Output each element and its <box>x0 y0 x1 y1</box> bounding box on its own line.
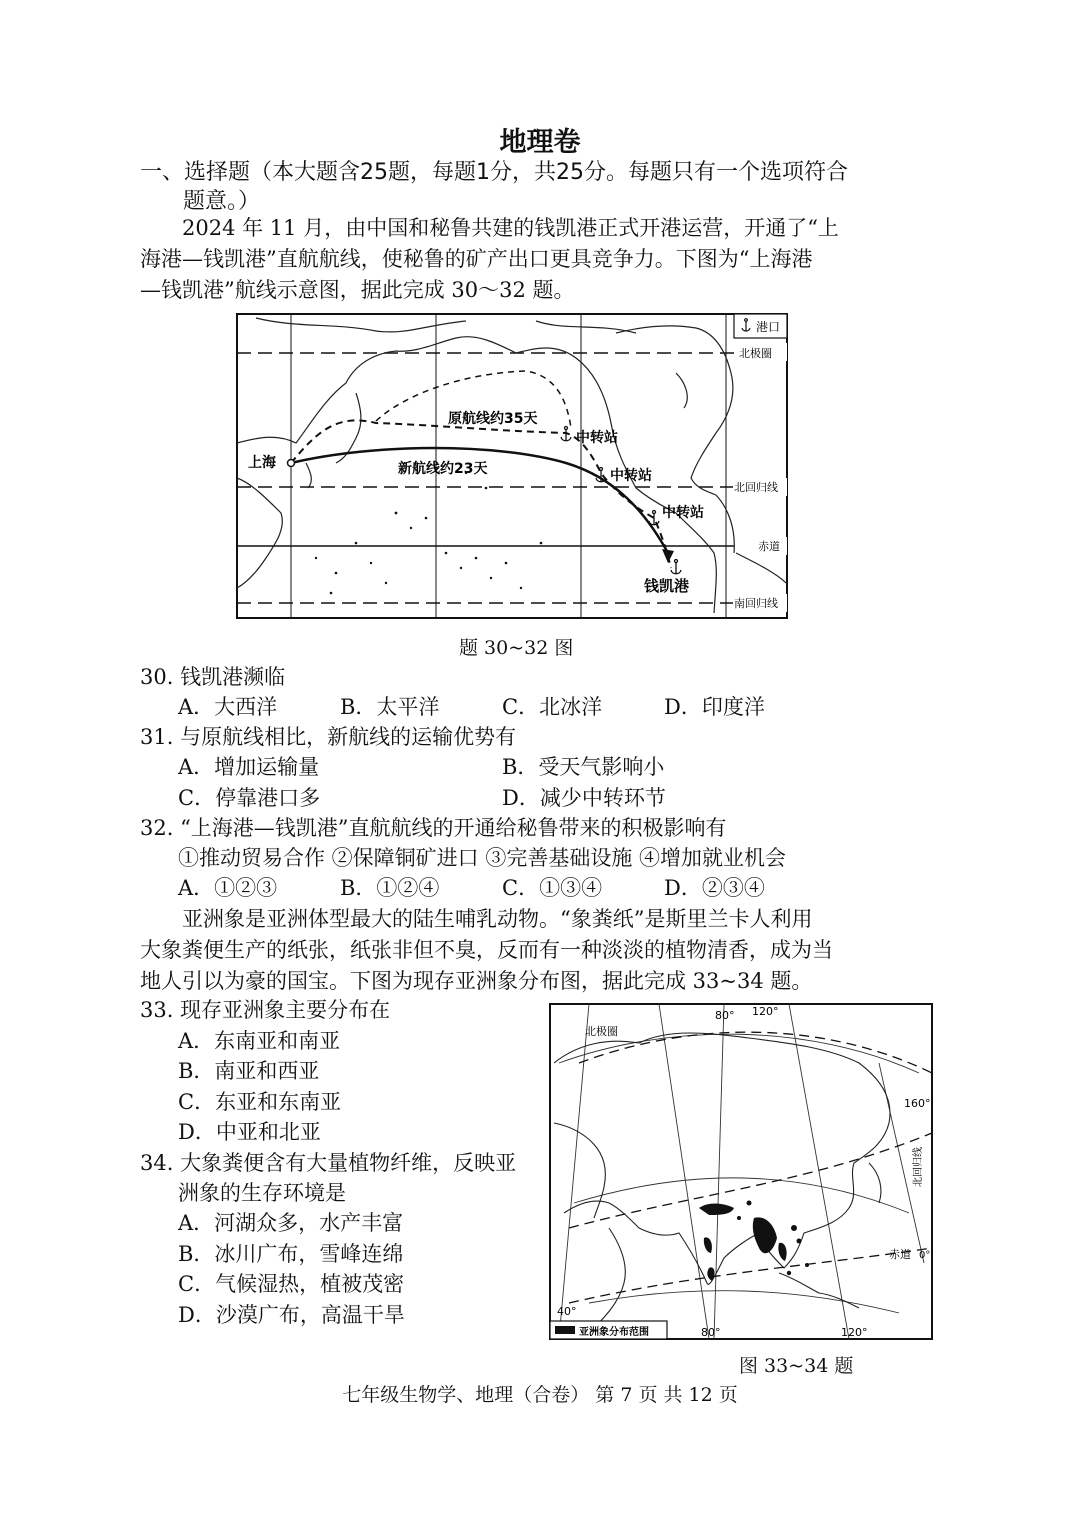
q34-stem-line1: 34. 大象粪便含有大量植物纤维，反映亚 <box>140 1151 517 1175</box>
transfer-station-2-label: 中转站 <box>610 468 652 484</box>
map1-caption: 题 30~32 图 <box>459 637 574 659</box>
q31-option-d[interactable]: D．减少中转环节 <box>502 786 666 810</box>
chancay-port-label: 钱凯港 <box>644 577 690 595</box>
old-route-label: 原航线约35天 <box>448 411 538 427</box>
passage2-line1: 亚洲象是亚洲体型最大的陆生哺乳动物。“象粪纸”是斯里兰卡人利用 <box>182 907 813 931</box>
arctic-circle-label: 北极圈 <box>585 1025 618 1038</box>
tropic-capricorn-label: 南回归线 <box>734 597 778 610</box>
passage-1 <box>140 213 900 306</box>
q34-option-b[interactable]: B．冰川广布，雪峰连绵 <box>178 1242 404 1266</box>
q32-option-b[interactable]: B．①②④ <box>340 876 440 900</box>
q32-stem: 32. “上海港—钱凯港”直航航线的开通给秘鲁带来的积极影响有 <box>140 816 727 840</box>
legend-swatch <box>555 1326 575 1334</box>
lon-80-bottom-label: 80° <box>701 1326 721 1339</box>
q32-option-d[interactable]: D．②③④ <box>664 876 765 900</box>
legend-port-label: 港口 <box>756 320 781 334</box>
q34-option-d[interactable]: D．沙漠广布，高温干旱 <box>178 1303 405 1327</box>
q34-stem-line2: 洲象的生存环境是 <box>178 1181 346 1205</box>
passage2-line2: 大象粪便生产的纸张，纸张非但不臭，反而有一种淡淡的植物清香，成为当 <box>140 938 833 962</box>
page-title: 地理卷 <box>499 127 581 158</box>
q32-option-a[interactable]: A．①②③ <box>178 876 278 900</box>
q30-option-b[interactable]: B．太平洋 <box>340 695 440 719</box>
q34-option-a[interactable]: A．河湖众多，水产丰富 <box>178 1211 404 1235</box>
lat-40-label: 40° <box>557 1305 577 1318</box>
shanghai-label: 上海 <box>248 455 276 471</box>
legend-label: 亚洲象分布范围 <box>579 1327 649 1338</box>
q32-option-c[interactable]: C．①③④ <box>502 876 603 900</box>
q31-option-a[interactable]: A．增加运输量 <box>178 755 320 779</box>
route-map <box>236 313 788 619</box>
q30-stem: 30. 钱凯港濒临 <box>140 665 286 689</box>
q31-option-c[interactable]: C．停靠港口多 <box>178 786 321 810</box>
equator-label: 赤道 <box>889 1248 911 1261</box>
lat-0-label: 0° <box>919 1250 931 1261</box>
q33-stem: 33. 现存亚洲象主要分布在 <box>140 998 391 1022</box>
q33-option-c[interactable]: C．东亚和东南亚 <box>178 1090 342 1114</box>
equator-label: 赤道 <box>758 540 780 553</box>
section-header-line2: 题意。） <box>183 189 261 214</box>
passage1-line1: 2024 年 11 月，由中国和秘鲁共建的钱凯港正式开港运营，开通了“上 <box>182 216 839 240</box>
q30-option-c[interactable]: C．北冰洋 <box>502 695 603 719</box>
q33-option-d[interactable]: D．中亚和北亚 <box>178 1120 321 1144</box>
arctic-circle-label: 北极圈 <box>739 347 772 360</box>
q34-option-c[interactable]: C．气候湿热，植被茂密 <box>178 1272 405 1296</box>
passage1-line3: —钱凯港”航线示意图，据此完成 30～32 题。 <box>140 278 575 302</box>
q33-option-a[interactable]: A．东南亚和南亚 <box>178 1029 341 1053</box>
q32-items: ①推动贸易合作 ②保障铜矿进口 ③完善基础设施 ④增加就业机会 <box>178 846 787 870</box>
q31-stem: 31. 与原航线相比，新航线的运输优势有 <box>140 725 517 749</box>
transfer-station-3-label: 中转站 <box>662 505 704 521</box>
passage1-line2: 海港—钱凯港”直航航线，使秘鲁的矿产出口更具竞争力。下图为“上海港 <box>140 247 813 271</box>
section-header-line1: 一、选择题（本大题含25题，每题1分，共25分。每题只有一个选项符合 <box>140 160 848 185</box>
lon-80-top-label: 80° <box>715 1009 735 1022</box>
lon-120-bottom-label: 120° <box>841 1326 868 1339</box>
lon-160-label: 160° <box>904 1097 931 1110</box>
tropic-cancer-label: 北回归线 <box>734 481 778 494</box>
tropic-cancer-label: 北回归线 <box>913 1147 924 1187</box>
q30-option-d[interactable]: D．印度洋 <box>664 695 765 719</box>
q31-option-b[interactable]: B．受天气影响小 <box>502 755 665 779</box>
q30-option-a[interactable]: A．大西洋 <box>178 695 278 719</box>
passage2-line3: 地人引以为豪的国宝。下图为现存亚洲象分布图，据此完成 33~34 题。 <box>140 969 813 993</box>
shanghai-port-icon <box>288 460 295 467</box>
page-footer: 七年级生物学、地理（合卷） 第 7 页 共 12 页 <box>342 1384 738 1406</box>
new-route-label: 新航线约23天 <box>398 461 488 477</box>
elephant-distribution-map <box>549 1003 933 1340</box>
passage-2 <box>140 904 900 997</box>
map2-caption: 图 33~34 题 <box>739 1355 854 1377</box>
q33-option-b[interactable]: B．南亚和西亚 <box>178 1059 320 1083</box>
lon-120-top-label: 120° <box>752 1005 779 1018</box>
transfer-station-1-label: 中转站 <box>576 430 618 446</box>
section-header <box>140 158 900 216</box>
